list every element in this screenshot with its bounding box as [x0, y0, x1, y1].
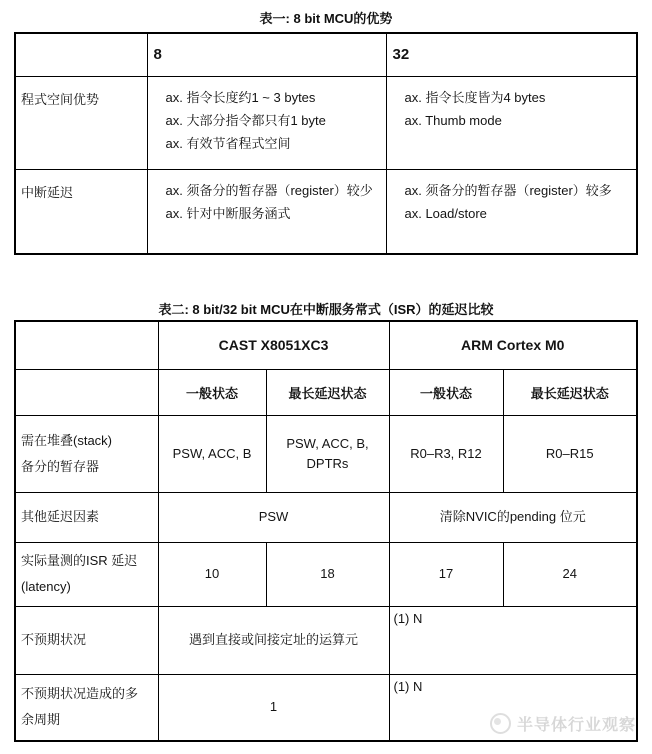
cell-32bit-traits	[386, 169, 637, 254]
cell-8bit-advantages	[147, 76, 386, 169]
row-label: 程式空间优势	[15, 76, 147, 169]
watermark	[490, 712, 636, 735]
row-label-line: 需在堆叠(stack)	[21, 432, 113, 448]
table2-sub-header-row	[15, 369, 637, 415]
row-label-line: 备分的暂存器	[21, 458, 100, 474]
row-label	[15, 542, 158, 606]
cell-value: R0–R15	[503, 415, 637, 492]
table2	[14, 320, 638, 742]
cell-value: 1	[158, 674, 389, 741]
row-label-line: 实际量测的ISR 延迟	[21, 553, 138, 568]
table1-header-row	[15, 33, 637, 76]
cell-value: 10	[158, 542, 266, 606]
list-item: ax. 针对中断服务涵式	[165, 205, 291, 221]
row-label	[15, 674, 158, 741]
group-header-arm: ARM Cortex M0	[389, 321, 637, 369]
sub-header: 最长延迟状态	[266, 369, 389, 415]
list-item: ax. 须备分的暂存器（register）较少	[165, 182, 373, 198]
cell-value: 24	[503, 542, 637, 606]
cell-value: (1) N	[389, 606, 637, 674]
table1-header-32: 32	[386, 33, 637, 76]
cell-value: 18	[266, 542, 389, 606]
list-item: ax. Load/store	[404, 205, 487, 221]
group-header-cast: CAST X8051XC3	[158, 321, 389, 369]
watermark-text: 半导体行业观察	[516, 717, 636, 734]
table1	[14, 32, 638, 255]
watermark-logo-icon	[490, 713, 511, 734]
row-label: 不预期状况	[15, 606, 158, 674]
row-label-line: 余周期	[21, 712, 61, 728]
row-label-line: (latency)	[21, 579, 71, 594]
table1-row-interrupt-latency	[15, 169, 637, 254]
list-item: ax. 有效节省程式空间	[165, 135, 291, 151]
sub-header: 一般状态	[158, 369, 266, 415]
cell-value: 遇到直接或间接定址的运算元	[158, 606, 389, 674]
cell-value: PSW, ACC, B	[158, 415, 266, 492]
table2-row-stack-registers	[15, 415, 637, 492]
table1-header-8: 8	[147, 33, 386, 76]
cell-value: PSW	[158, 492, 389, 542]
sub-header: 最长延迟状态	[503, 369, 637, 415]
table2-header-empty-cell	[15, 321, 158, 369]
row-label: 中断延迟	[15, 169, 147, 254]
list-item: ax. 须备分的暂存器（register）较多	[404, 182, 612, 198]
table2-row-isr-latency	[15, 542, 637, 606]
cell-value: (1) N	[389, 674, 637, 741]
table1-header-empty-cell	[15, 33, 147, 76]
cell-value: R0–R3, R12	[389, 415, 503, 492]
cell-32bit-traits	[386, 76, 637, 169]
list-item: ax. 大部分指令都只有1 byte	[165, 112, 326, 128]
cell-8bit-advantages	[147, 169, 386, 254]
table2-row-other-latency	[15, 492, 637, 542]
cell-value: 17	[389, 542, 503, 606]
list-item: ax. 指令长度皆为4 bytes	[404, 89, 546, 105]
list-item: ax. Thumb mode	[404, 112, 502, 128]
row-label: 其他延迟因素	[15, 492, 158, 542]
row-label	[15, 415, 158, 492]
table2-group-header-row	[15, 321, 637, 369]
cell-value: PSW, ACC, B, DPTRs	[266, 415, 389, 492]
table1-title: 表一: 8 bit MCU的优势	[259, 11, 393, 26]
sub-header: 一般状态	[389, 369, 503, 415]
table1-row-program-space	[15, 76, 637, 169]
table2-row-unexpected	[15, 606, 637, 674]
list-item: ax. 指令长度约1 ~ 3 bytes	[165, 89, 316, 105]
table2-title: 表二: 8 bit/32 bit MCU在中断服务常式（ISR）的延迟比较	[158, 302, 494, 317]
row-label-line: 不预期状况造成的多	[21, 686, 139, 702]
cell-value: 清除NVIC的pending 位元	[389, 492, 637, 542]
table2-subheader-empty-cell	[15, 369, 158, 415]
